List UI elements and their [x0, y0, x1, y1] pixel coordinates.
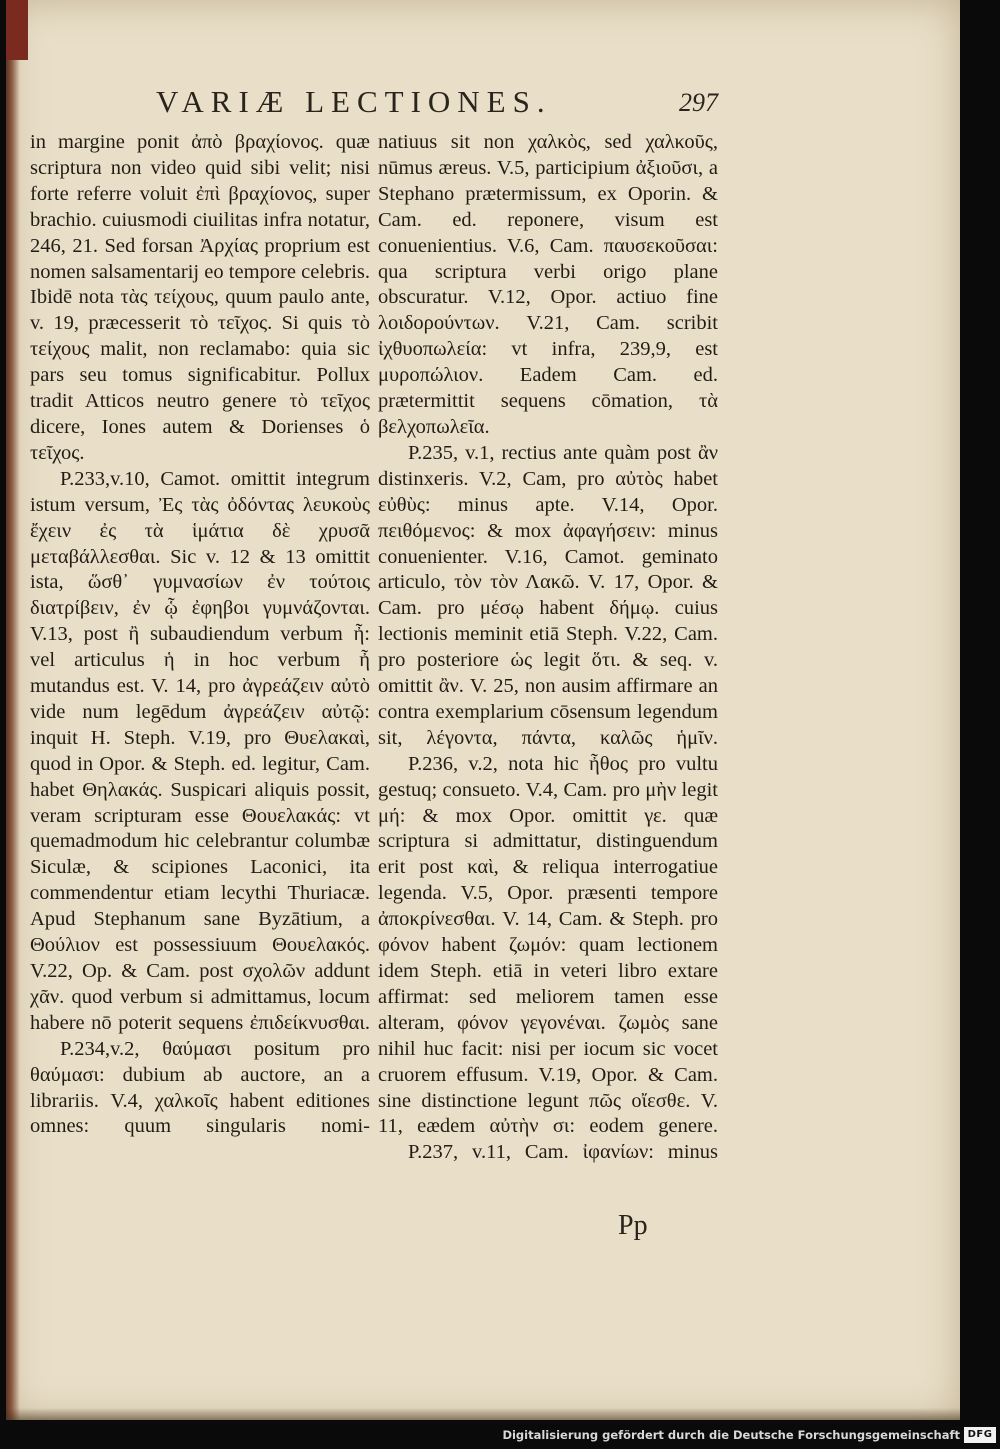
left-paragraph-3: P.234,v.2, θαύμασι positum pro θαύμασι: dubium ab auctore, an a librariis. V.4, χαλκοῖς habent editiones omnes: quum singularis nomi-	[30, 1037, 370, 1138]
signature-mark: Pp	[618, 1210, 648, 1241]
book-page	[6, 0, 960, 1420]
binding-corner	[6, 0, 28, 60]
running-title: VARIÆ LECTIONES.	[156, 84, 552, 119]
digitization-footer	[502, 1426, 996, 1446]
left-paragraph-1: in margine ponit ἀπὸ βραχίονος. quæ scriptura non video quid sibi velit; nisi forte referre voluit ἐπὶ βραχίονος, super brachio. cuiusmodi ciuilitas infra notatur, 246, 21. Sed forsan Ἀρχίας proprium est nomen salsamentarij eo tempore celebris. Ibidē nota τὰς τείχους, quum paulo ante, v. 19, præcesserit τὸ τεῖχος. Si quis τὸ τείχους malit, non reclamabo: quia sic pars seu tomus significabitur. Pollux tradit Atticos neutro genere τὸ τεῖχος dicere, Iones autem & Dorienses ὁ τεῖχος.	[30, 131, 370, 464]
page-edge-bottom	[6, 1408, 960, 1420]
footer-credit: Digitalisierung gefördert durch die Deutsche Forschungsgemeinschaft	[502, 1428, 960, 1442]
page-header	[156, 84, 716, 124]
right-paragraph-2: P.235, v.1, rectius ante quàm post ἂν distinxeris. V.2, Cam, pro αὐτὸς habet εὐθὺς: minus apte. V.14, Opor. πειθόμενος: & mox ἀφαγήσειν: minus conuenienter. V.16, Camot. geminato articulo, τὸν τὸν Λακῶ. V. 17, Opor. & Cam. pro μέσῳ habent δήμῳ. cuius lectionis meminit etiā Steph. V.22, Cam. pro posteriore ὡς legit ὅτι. & seq. v. omittit ἂν. V. 25, non ausim affirmare an contra exemplarium cōsensum legendum sit, λέγοντα, πάντα, καλῶς ἡμῖν.	[378, 441, 718, 749]
right-column	[378, 130, 718, 1166]
right-paragraph-4: P.237, v.11, Cam. ἰφανίων: minus	[408, 1141, 718, 1164]
right-paragraph-1: natiuus sit non χαλκὸς, sed χαλκοῦς, nūmus æreus. V.5, participium ἀξιοῦσι, a Stephano prætermissum, ex Oporin. & Cam. ed. reponere, visum est conuenientius. V.6, Cam. παυσεκοῦσαι: qua scriptura verbi origo plane obscuratur. V.12, Opor. actiuo fine λοιδορούντων. V.21, Cam. scribit ἰχθυοπωλεία: vt infra, 239,9, est μυροπώλιον. Eadem Cam. ed. prætermittit sequens cōmation, τὰ βελχοπωλεῖα.	[378, 131, 718, 438]
page-edge-left	[6, 0, 20, 1420]
dfg-logo-icon: DFG	[964, 1427, 996, 1443]
right-paragraph-3: P.236, v.2, nota hic ἦθος pro vultu gestuq; consueto. V.4, Cam. pro μὴν legit μή: & mox Opor. omittit γε. quæ scriptura si admittatur, distinguendum erit post καὶ, & reliqua interrogatiue legenda. V.5, Opor. præsenti tempore ἀποκρίνεσθαι. V. 14, Cam. & Steph. pro φόνον habent ζωμόν: quam lectionem idem Steph. etiā in veteri libro extare affirmat: sed meliorem tamen esse alteram, φόνον γεγονέναι. ζωμὸς sane nihil huc facit: nisi per iocum sic vocet cruorem effusum. V.19, Opor. & Cam. sine distinctione legunt πῶς οἴεσθε. V. 11, eædem αὐτὴν σι: eodem genere.	[378, 752, 718, 1138]
left-paragraph-2: P.233,v.10, Camot. omittit integrum istum versum, Ἐς τὰς ὀδόντας λευκοὺς ἔχειν ἐς τὰ ἱμάτια δὲ χρυσᾶ μεταβάλλεσθαι. Sic v. 12 & 13 omittit ista, ὥσθ᾽ γυμνασίων ἐν τούτοις διατρίβειν, ἐν ᾧ ἐφηβοι γυμνάζονται. V.13, post ἢ subaudiendum verbum ἦ: vel articulus ἡ in hoc verbum ἦ mutandus est. V. 14, pro ἀγρεάζειν αὐτὸ vide num legēdum ἀγρεάζειν αὐτῷ: inquit H. Steph. V.19, pro Θυελακαὶ, quod in Opor. & Steph. ed. legitur, Cam. habet Θηλακάς. Suspicari aliquis possit, veram scripturam esse Θουελακάς: vt quemadmodum hic celebrantur columbæ Siculæ, & scipiones Laconici, ita commendentur etiam lecythi Thuriacæ. Apud Stephanum sane Byzātium, a Θούλιον est possessiuum Θουελακός. V.22, Op. & Cam. post σχολῶν addunt χᾶν. quod verbum si admittamus, locum habere nō poterit sequens ἐπιδείκνυσθαι.	[30, 467, 370, 1034]
page-number: 297	[679, 88, 718, 117]
left-column	[30, 130, 370, 1140]
